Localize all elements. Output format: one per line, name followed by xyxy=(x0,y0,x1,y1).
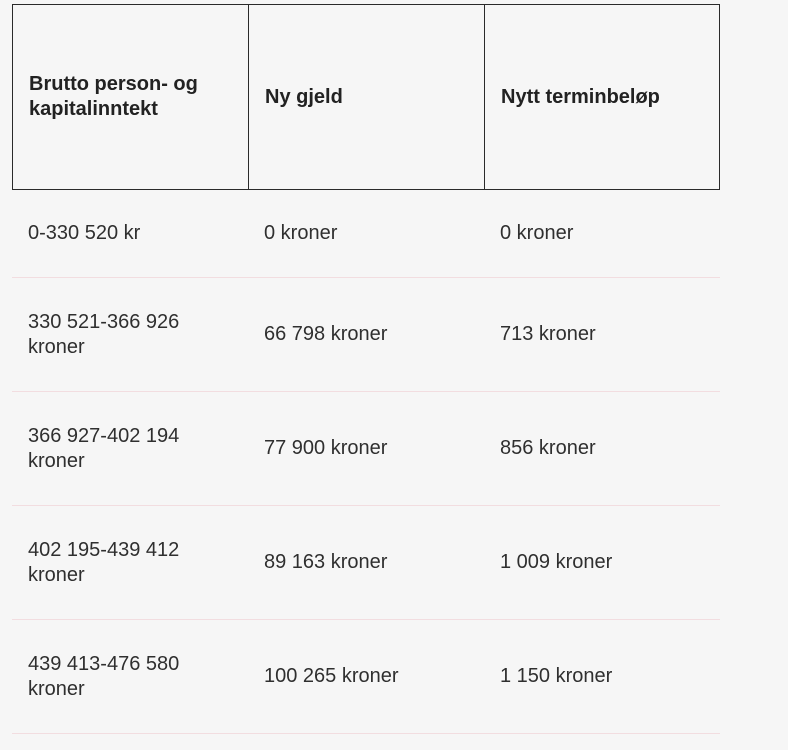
cell-new-installment: 1 009 kroner xyxy=(500,551,613,573)
header-new-debt: Ny gjeld xyxy=(249,5,485,189)
income-debt-table xyxy=(12,4,720,734)
table-header xyxy=(12,4,720,190)
header-new-installment: Nytt terminbeløp xyxy=(501,85,660,108)
table-row xyxy=(12,620,720,734)
table-row xyxy=(12,506,720,620)
cell-new-debt: 66 798 kroner xyxy=(264,323,388,345)
cell-income: 439 413-476 580 kroner xyxy=(28,652,180,700)
cell-new-installment: 1 150 kroner xyxy=(500,665,613,687)
cell-income: 402 195-439 412 kroner xyxy=(28,538,180,586)
cell-income: 330 521-366 926 kroner xyxy=(28,310,180,358)
header-income: Brutto person- og kapitalinntekt xyxy=(13,5,249,189)
table-row xyxy=(12,392,720,506)
cell-new-debt: 77 900 kroner xyxy=(264,437,388,459)
cell-income: 366 927-402 194 kroner xyxy=(28,424,180,472)
cell-new-debt: 0 kroner xyxy=(264,222,338,244)
cell-new-installment: 713 kroner xyxy=(500,323,596,345)
cell-new-debt: 89 163 kroner xyxy=(264,551,388,573)
cell-new-installment: 856 kroner xyxy=(500,437,596,459)
cell-income: 0-330 520 kr xyxy=(28,222,141,244)
cell-new-installment: 0 kroner xyxy=(500,222,574,244)
table-row xyxy=(12,190,720,278)
table-row xyxy=(12,278,720,392)
cell-new-debt: 100 265 kroner xyxy=(264,665,399,687)
